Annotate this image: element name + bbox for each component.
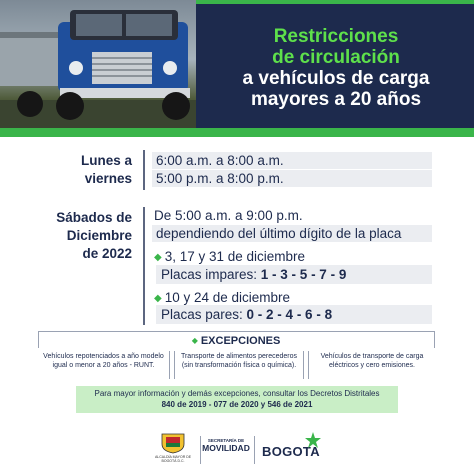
header-banner	[0, 0, 474, 132]
green-stripe	[0, 128, 474, 137]
diamond-icon: ◆	[154, 293, 162, 304]
truck-photo	[0, 0, 196, 132]
diamond-icon: ◆	[154, 252, 162, 263]
exceptions-title-text: EXCEPCIONES	[200, 335, 281, 347]
title-line-4: mayores a 20 años	[250, 89, 422, 110]
title-line-1: Restricciones	[273, 26, 399, 47]
saturday-hours: De 5:00 a.m. a 9:00 p.m.	[154, 208, 303, 223]
alcaldia-text: ALCALDÍA MAYOR DE BOGOTÁ D.C.	[154, 455, 192, 463]
info-line-2: 840 de 2019 - 077 de 2020 y 546 de 2021	[161, 399, 313, 409]
page-title	[206, 26, 466, 110]
title-line-3: a vehículos de carga	[242, 68, 430, 89]
weekday-slot-2: 5:00 p.m. a 8:00 p.m.	[152, 170, 432, 187]
group-2-dates-text: 10 y 24 de diciembre	[164, 290, 291, 305]
group-2-plates-digits: 0 - 2 - 4 - 6 - 8	[246, 307, 333, 322]
weekday-label	[60, 152, 132, 188]
exceptions-section	[38, 331, 435, 381]
movilidad-logo	[201, 438, 251, 453]
movilidad-small-text: SECRETARÍA DE	[207, 438, 245, 443]
bogota-star-icon	[304, 432, 322, 454]
saturday-group-1-dates	[152, 248, 305, 266]
title-line-2: de circulación	[272, 47, 400, 68]
group-2-plates-label: Placas pares:	[161, 307, 247, 322]
weekday-divider	[143, 150, 145, 190]
exception-item-3: Vehículos de transporte de carga eléctricos y cero emisiones.	[308, 351, 435, 379]
diamond-icon: ◆	[191, 336, 198, 345]
header-accent-bar	[196, 0, 474, 4]
movilidad-big-text: MOVILIDAD	[202, 443, 250, 453]
info-note	[76, 386, 398, 413]
weekday-label-line-1: Lunes a	[80, 153, 132, 168]
saturday-group-1-plates	[156, 265, 432, 284]
info-line-1: Para mayor información y demás excepciones, consultar los Decretos Distritales	[94, 389, 380, 398]
saturday-label	[40, 209, 132, 263]
saturday-label-line-2: Diciembre	[66, 228, 132, 243]
saturday-group-2-plates	[156, 305, 432, 324]
truck-illustration	[0, 0, 196, 132]
footer-separator-2	[254, 436, 255, 464]
exception-item-1: Vehículos repotenciados a año modelo igual o menor a 20 años - RUNT.	[38, 351, 170, 379]
weekday-label-line-2: viernes	[84, 171, 132, 186]
exception-item-2: Transporte de alimentos perecederos (sin transformación física o química).	[174, 351, 304, 379]
bogota-logo-text: BOGOTA	[262, 444, 320, 459]
weekday-slot-1: 6:00 a.m. a 8:00 a.m.	[152, 152, 432, 169]
exceptions-title	[180, 333, 292, 348]
saturday-rule: dependiendo del último dígito de la placa	[152, 225, 432, 242]
alcaldia-shield-icon	[158, 432, 188, 454]
group-1-plates-label: Placas impares:	[161, 267, 261, 282]
saturday-label-line-1: Sábados de	[56, 210, 132, 225]
saturday-divider	[143, 207, 145, 325]
group-1-plates-digits: 1 - 3 - 5 - 7 - 9	[260, 267, 347, 282]
saturday-label-line-3: de 2022	[82, 246, 132, 261]
group-1-dates-text: 3, 17 y 31 de diciembre	[164, 249, 306, 264]
